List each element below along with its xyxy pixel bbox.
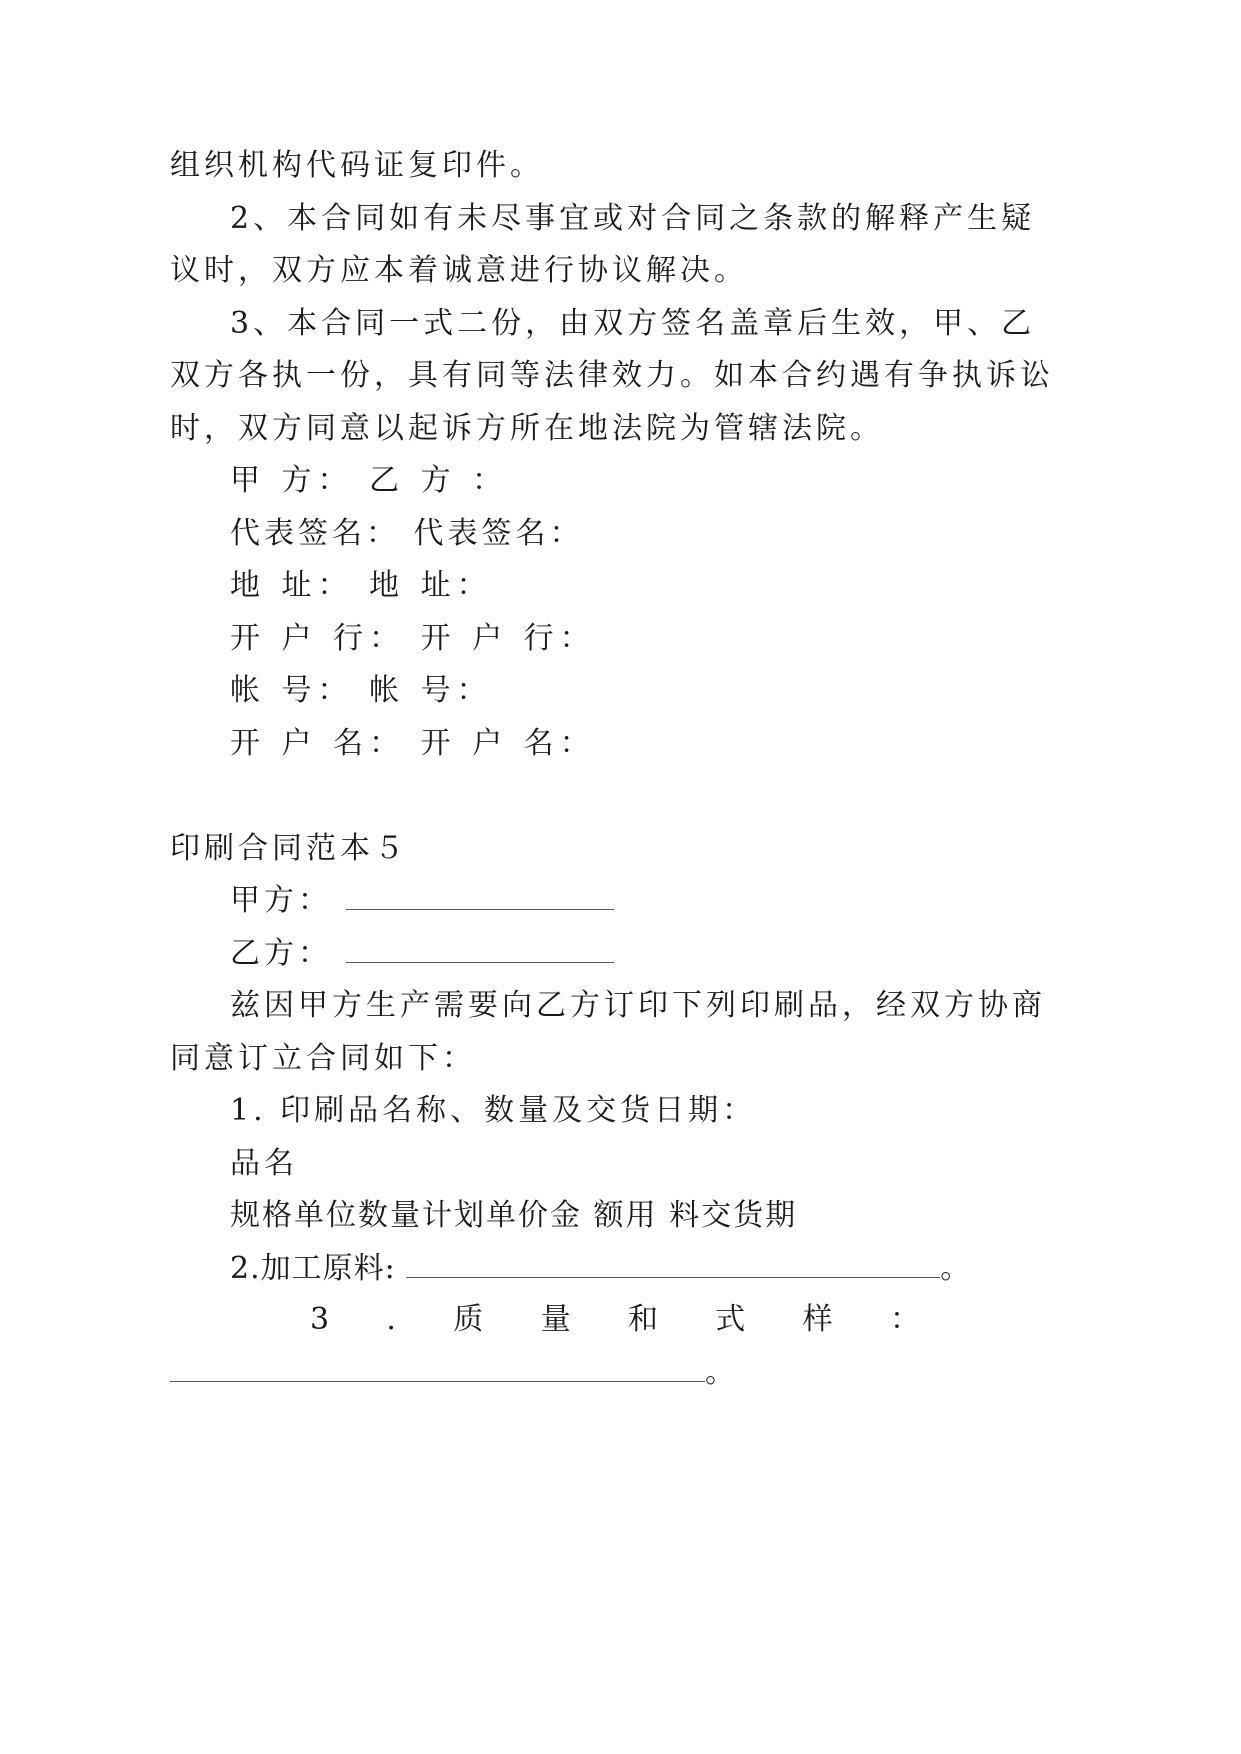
- signature-account-name-line: 开 户 名： 开 户 名：: [230, 726, 596, 761]
- party-a-label: 甲方：: [230, 883, 332, 918]
- item-1: 1. 印刷品名称、数量及交货日期：: [230, 1093, 757, 1128]
- item-3-char: 式: [715, 1302, 746, 1337]
- item-3-char: 质: [453, 1302, 484, 1337]
- item-3-blank: [170, 1355, 705, 1382]
- item-3-char: .: [386, 1302, 396, 1337]
- party-a-line: [230, 881, 614, 921]
- item-2-label: 2.加工原料:: [230, 1251, 396, 1286]
- product-name-label: 品名: [230, 1146, 298, 1181]
- item-2-period: 。: [940, 1251, 972, 1286]
- signature-bank-line: 开 户 行： 开 户 行：: [230, 621, 596, 656]
- party-b-blank: [346, 936, 614, 963]
- signature-account-line: 帐 号： 帐 号：: [230, 673, 493, 708]
- clause-3-line-3: 时，双方同意以起诉方所在地法院为管辖法院。: [170, 411, 884, 446]
- item-3-char: 和: [627, 1302, 658, 1337]
- section-title: 印刷合同范本５: [170, 831, 408, 866]
- signature-representative-line: 代表签名： 代表签名：: [230, 516, 584, 551]
- clause-2-line-2: 议时，双方应本着诚意进行协议解决。: [170, 253, 748, 288]
- item-3-blank-line: [170, 1353, 736, 1393]
- item-2-blank: [406, 1251, 940, 1278]
- item-3-char: 3: [310, 1302, 330, 1337]
- item-2-line: [230, 1249, 971, 1289]
- paragraph-1-continuation: 组织机构代码证复印件。: [170, 148, 544, 183]
- item-3-char: 样: [802, 1302, 833, 1337]
- table-columns-line: 规格单位数量计划单价金 额用 料交货期: [230, 1198, 798, 1233]
- item-3-char: ：: [889, 1302, 920, 1337]
- party-b-label: 乙方：: [230, 936, 332, 971]
- party-b-line: [230, 934, 614, 974]
- clause-3-line-1: 3、本合同一式二份，由双方签名盖章后生效，甲、乙: [230, 306, 1036, 341]
- intro-line-2: 同意订立合同如下：: [170, 1041, 476, 1076]
- clause-3-line-2: 双方各执一份，具有同等法律效力。如本合约遇有争执诉讼: [170, 358, 1054, 393]
- item-3-heading: [310, 1300, 920, 1340]
- clause-2-line-1: 2、本合同如有未尽事宜或对合同之条款的解释产生疑: [230, 201, 1036, 236]
- signature-party-line: 甲 方： 乙 方 ：: [230, 463, 509, 498]
- intro-line-1: 兹因甲方生产需要向乙方订印下列印刷品，经双方协商: [230, 988, 1046, 1023]
- party-a-blank: [346, 883, 614, 910]
- item-3-char: 量: [540, 1302, 571, 1337]
- item-3-period: 。: [705, 1355, 736, 1390]
- signature-address-line: 地 址： 地 址：: [230, 568, 493, 603]
